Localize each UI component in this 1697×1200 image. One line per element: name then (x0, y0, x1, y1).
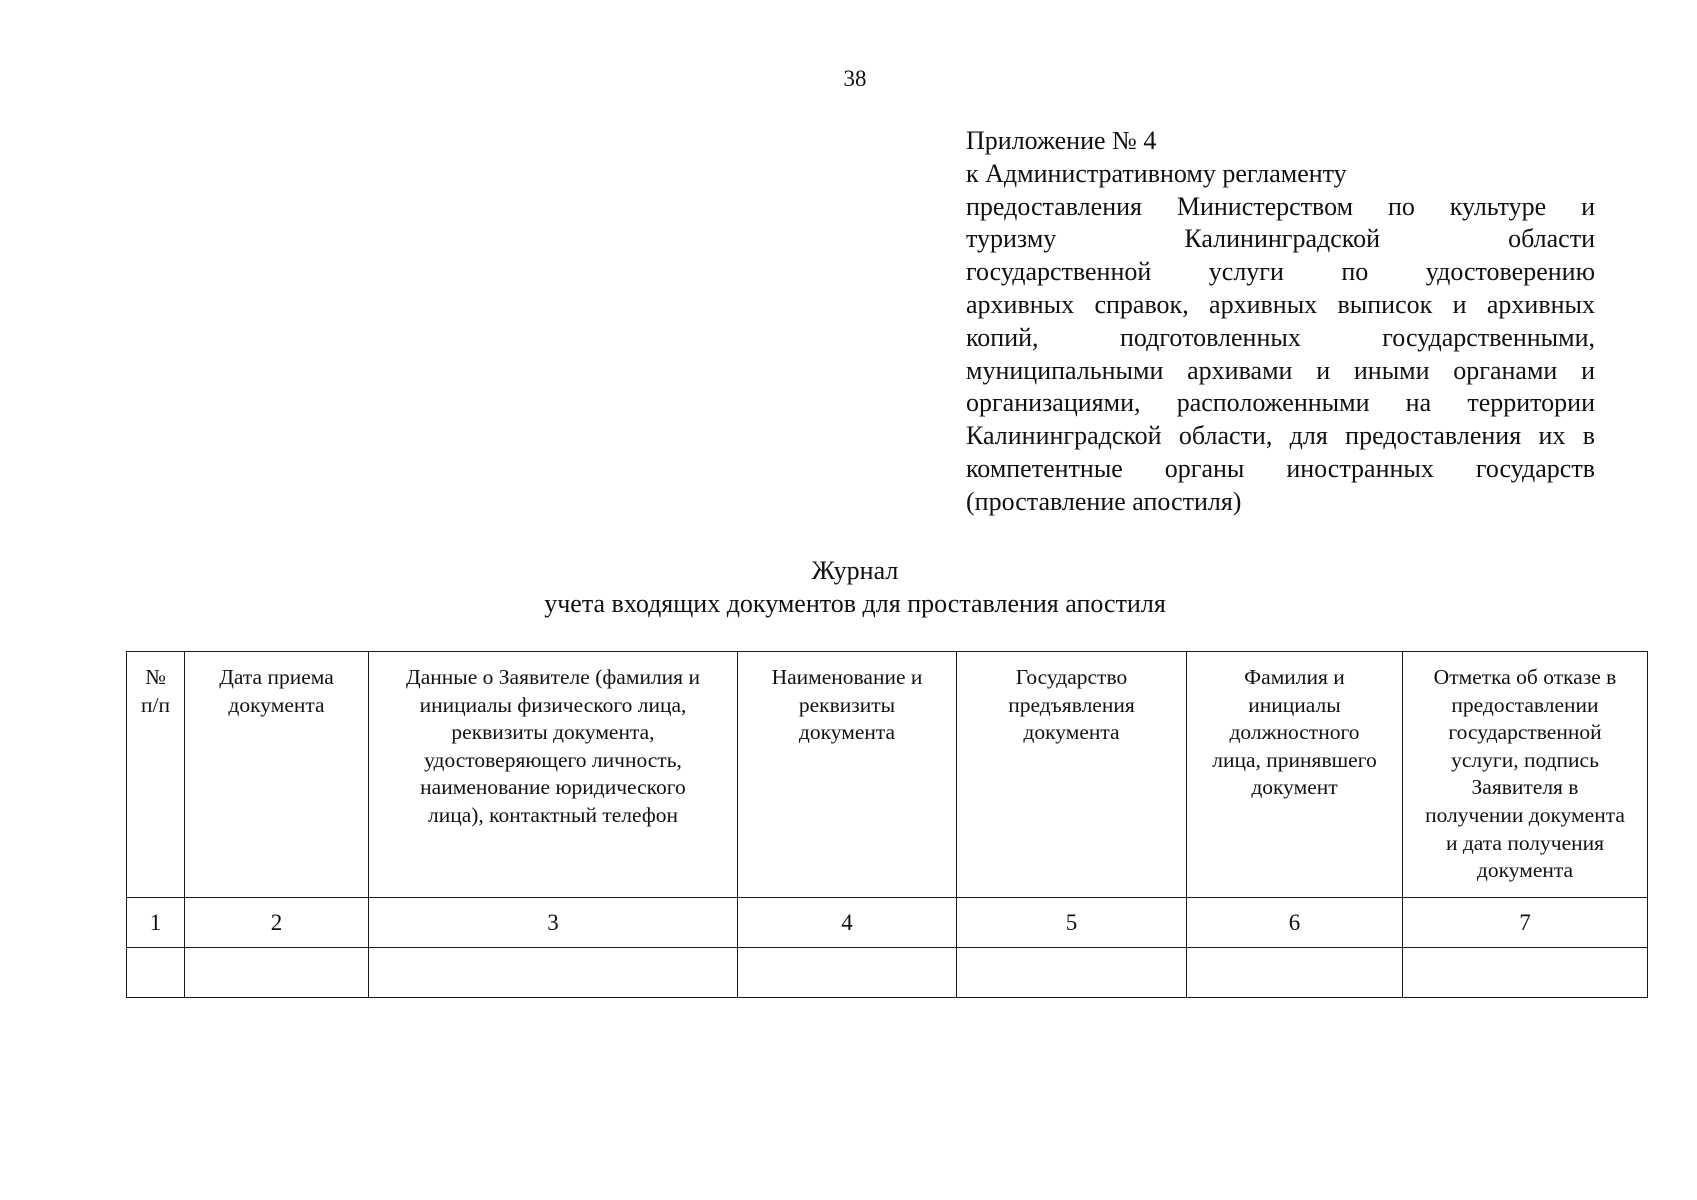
empty-row (127, 948, 1648, 998)
column-header: Государство предъявления документа (957, 652, 1187, 898)
appendix-block (966, 125, 1595, 519)
empty-cell (957, 948, 1187, 998)
column-number-row (127, 898, 1648, 948)
journal-subtitle: учета входящих документов для проставления апостиля (544, 589, 1166, 618)
appendix-line: архивных справок, архивных выписок и архивных (966, 289, 1595, 319)
column-header: Дата приема документа (185, 652, 369, 898)
column-number: 7 (1403, 898, 1648, 948)
appendix-line: государственной услуги по удостоверению (966, 257, 1595, 287)
appendix-line: компетентные органы иностранных государств (966, 453, 1595, 483)
empty-cell (185, 948, 369, 998)
column-number: 6 (1187, 898, 1403, 948)
table-header-row (127, 652, 1648, 898)
page-number: 38 (843, 66, 867, 91)
column-header: Фамилия и инициалы должностного лица, принявшего документ (1187, 652, 1403, 898)
column-header: Данные о Заявителе (фамилия и инициалы физического лица, реквизиты документа, удостоверяющего личность, наименование юридического лица), контактный телефон (369, 652, 738, 898)
column-number: 3 (369, 898, 738, 948)
column-header: Наименование и реквизиты документа (738, 652, 957, 898)
column-number: 4 (738, 898, 957, 948)
appendix-last-line: (проставление апостиля) (966, 486, 1242, 516)
empty-cell (1403, 948, 1648, 998)
appendix-line: Калининградской области, для предоставления их в (966, 421, 1595, 451)
appendix-title: Приложение № 4 (966, 126, 1157, 155)
journal-heading (0, 554, 1697, 620)
appendix-line: копий, подготовленных государственными, (966, 322, 1595, 352)
empty-cell (1187, 948, 1403, 998)
empty-cell (369, 948, 738, 998)
journal-table (126, 651, 1648, 998)
appendix-line: муниципальными архивами и иными органами и (966, 355, 1595, 385)
appendix-line: предоставления Министерством по культуре и (966, 191, 1595, 221)
column-number: 2 (185, 898, 369, 948)
empty-cell (738, 948, 957, 998)
column-header: Отметка об отказе в предоставлении государственной услуги, подпись Заявителя в получении документа и дата получения документа (1403, 652, 1648, 898)
column-header: № п/п (127, 652, 185, 898)
appendix-subtitle: к Административному регламенту (966, 158, 1347, 188)
column-number: 5 (957, 898, 1187, 948)
journal-title: Журнал (811, 556, 899, 585)
column-number: 1 (127, 898, 185, 948)
appendix-line: туризму Калининградской области (966, 224, 1595, 254)
appendix-line: организациями, расположенными на территории (966, 388, 1595, 418)
empty-cell (127, 948, 185, 998)
